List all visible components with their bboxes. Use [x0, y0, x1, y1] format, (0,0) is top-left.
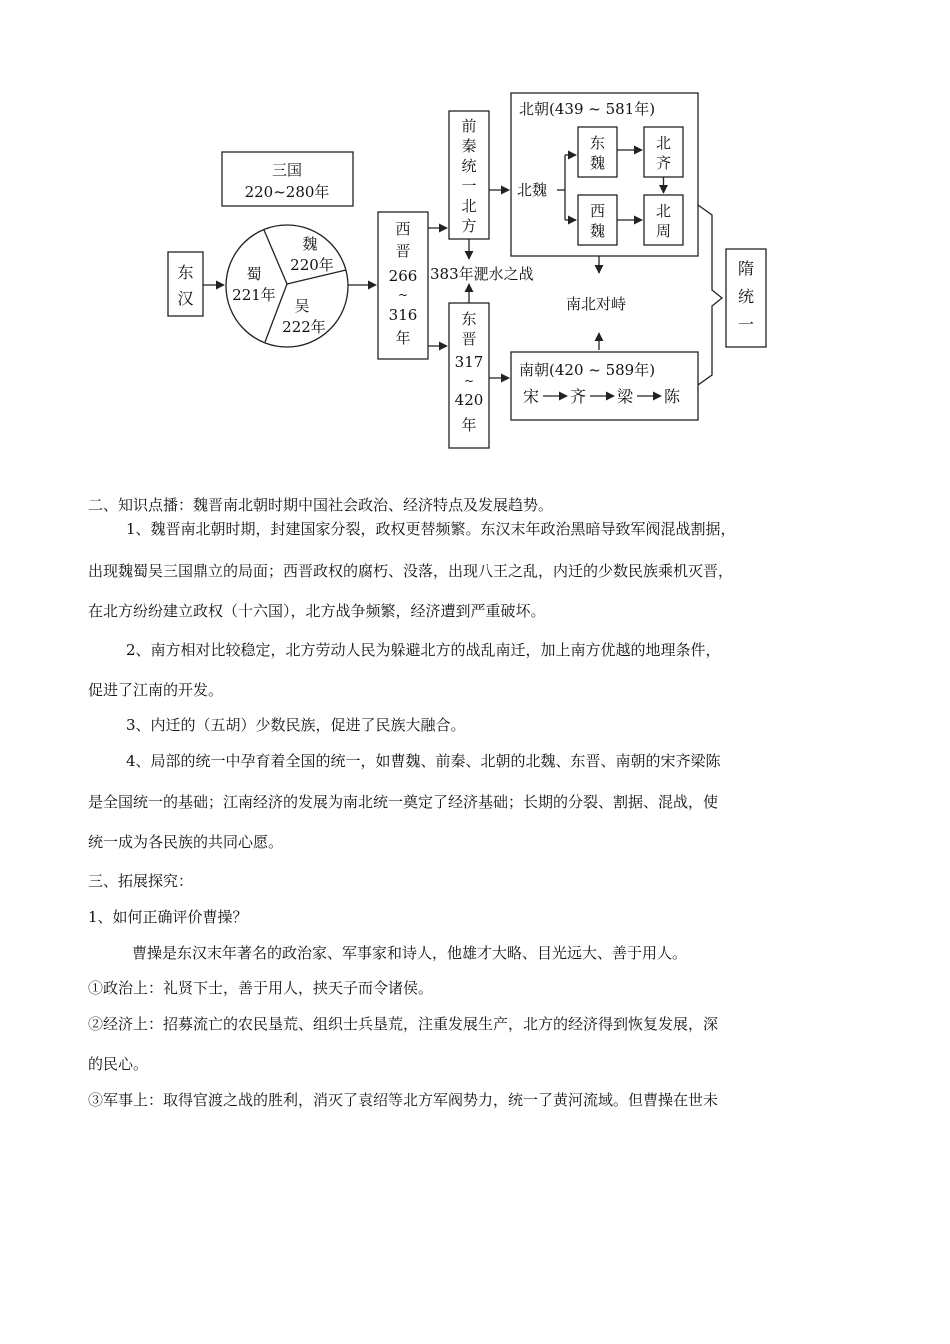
beichao-box — [511, 93, 698, 256]
nanchao-title: 南朝(420 ~ 589年) — [519, 361, 656, 379]
dongjin-text-1: 东 — [461, 310, 477, 328]
sanguo-years: 220~280年 — [244, 183, 330, 201]
three-kingdoms-circle — [226, 225, 348, 347]
section-3-title: 三、拓展探究： — [88, 872, 194, 890]
point-2-line-2: 促进了江南的开发。 — [88, 681, 224, 699]
dongjin-text-4: ~ — [463, 374, 475, 388]
sui-char-2: 统 — [737, 287, 755, 306]
shu-year: 221年 — [232, 286, 276, 304]
shu-name: 蜀 — [246, 265, 262, 283]
point-1-line-1: 1、魏晋南北朝时期，封建国家分裂，政权更替频繁。东汉末年政治黑暗导致军阀混战割据， — [126, 520, 736, 538]
feishui-battle-label: 383年淝水之战 — [430, 265, 534, 283]
beiwei-label: 北魏 — [517, 181, 548, 199]
xijin-text-1: 西 — [395, 220, 411, 238]
xiwei-char-2: 魏 — [589, 222, 606, 240]
xijin-text-6: 年 — [395, 329, 411, 347]
question-1: 1、如何正确评价曹操？ — [88, 908, 248, 926]
point-economy-line-1: ②经济上：招募流亡的农民垦荒、组织士兵垦荒，注重发展生产，北方的经济得到恢复发展，深 — [88, 1015, 719, 1033]
sui-char-1: 隋 — [737, 259, 755, 278]
qianqin-char-4: 一 — [461, 177, 477, 195]
history-flow-diagram — [0, 0, 950, 470]
nanchao-dynasty-qi: 齐 — [570, 387, 587, 406]
xijin-box — [378, 212, 428, 359]
point-4-line-3: 统一成为各民族的共同心愿。 — [88, 833, 284, 851]
nanbei-duizhi-label: 南北对峙 — [566, 295, 627, 313]
section-2-title: 二、知识点播：魏晋南北朝时期中国社会政治、经济特点及发展趋势。 — [88, 496, 554, 514]
dongjin-text-2: 晋 — [461, 330, 477, 348]
qianqin-char-1: 前 — [461, 117, 477, 135]
wu-year: 222年 — [282, 318, 326, 336]
dongjin-box — [449, 303, 489, 448]
xijin-text-4: ~ — [397, 288, 409, 302]
wei-name: 魏 — [302, 235, 318, 253]
point-3-line-1: 3、内迁的（五胡）少数民族，促进了民族大融合。 — [126, 716, 466, 734]
xiwei-char-1: 西 — [589, 202, 606, 220]
point-politics: ①政治上：礼贤下士，善于用人，挟天子而令诸侯。 — [88, 979, 434, 997]
donghan-char-2: 汉 — [177, 289, 194, 308]
donghan-box — [168, 252, 203, 316]
brace-to-sui — [698, 205, 722, 385]
qianqin-char-2: 秦 — [461, 137, 477, 155]
nanchao-dynasty-liang: 梁 — [617, 387, 634, 406]
nanchao-box — [511, 352, 698, 420]
wu-name: 吴 — [294, 297, 310, 315]
qianqin-char-3: 统 — [461, 157, 477, 175]
point-economy-line-2: 的民心。 — [88, 1055, 149, 1073]
sui-char-3: 一 — [737, 315, 755, 334]
beizhou-char-1: 北 — [655, 202, 672, 220]
point-1-line-3: 在北方纷纷建立政权（十六国），北方战争频繁，经济遭到严重破坏。 — [88, 602, 546, 620]
point-1-line-2: 出现魏蜀吴三国鼎立的局面；西晋政权的腐朽、没落，出现八王之乱，内迁的少数民族乘机灭晋， — [88, 562, 734, 580]
dongjin-text-5: 420 — [454, 391, 484, 409]
qianqin-char-6: 方 — [461, 217, 477, 235]
nanchao-dynasty-song: 宋 — [523, 387, 540, 406]
sanguo-box — [222, 152, 353, 206]
dongjin-text-6: 年 — [461, 416, 477, 434]
sui-box — [726, 249, 766, 347]
beiqi-char-1: 北 — [655, 134, 672, 152]
xijin-text-2: 晋 — [395, 242, 411, 260]
xijin-text-5: 316 — [388, 306, 418, 324]
qianqin-char-5: 北 — [461, 197, 477, 215]
dongjin-text-3: 317 — [454, 353, 484, 371]
qianqin-box — [449, 111, 489, 239]
wei-year: 220年 — [290, 256, 334, 274]
beichao-title: 北朝(439 ~ 581年) — [519, 100, 656, 118]
dongwei-char-2: 魏 — [589, 154, 606, 172]
point-4-line-1: 4、局部的统一中孕育着全国的统一，如曹魏、前秦、北朝的北魏、东晋、南朝的宋齐梁陈 — [126, 752, 721, 770]
dongwei-char-1: 东 — [589, 134, 606, 152]
xijin-text-3: 266 — [388, 267, 418, 285]
sanguo-title: 三国 — [271, 161, 303, 179]
beizhou-char-2: 周 — [655, 222, 672, 240]
question-1-intro: 曹操是东汉末年著名的政治家、军事家和诗人，他雄才大略、目光远大、善于用人。 — [132, 944, 688, 962]
beiqi-char-2: 齐 — [655, 154, 672, 172]
donghan-char-1: 东 — [177, 263, 194, 282]
point-4-line-2: 是全国统一的基础；江南经济的发展为南北统一奠定了经济基础；长期的分裂、割据、混战，使 — [88, 793, 719, 811]
nanchao-dynasty-chen: 陈 — [664, 387, 681, 406]
point-2-line-1: 2、南方相对比较稳定，北方劳动人民为躲避北方的战乱南迁，加上南方优越的地理条件， — [126, 641, 721, 659]
point-military: ③军事上：取得官渡之战的胜利，消灭了袁绍等北方军阀势力，统一了黄河流域。但曹操在世未 — [88, 1091, 719, 1109]
